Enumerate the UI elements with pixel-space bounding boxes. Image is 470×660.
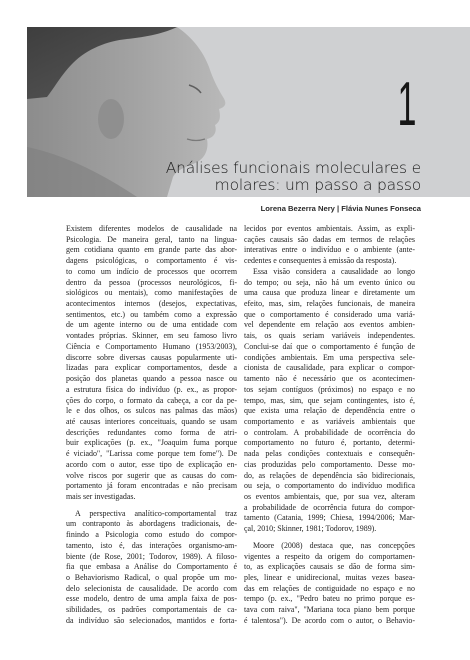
text-line: buir explicações (p. ex., "Joaquim fuma porque xyxy=(66,438,237,448)
text-line: comportamento no futuro é, portanto, determi- xyxy=(244,438,415,448)
text-line: biente (de Rose, 2001; Todorov, 1989). A filoso- xyxy=(66,551,237,561)
text-line: tempo (p. ex., "Pedro bateu no primo porque es- xyxy=(244,594,415,604)
text-line: ples, linear e unidirecional, muitas vezes basea- xyxy=(244,573,415,582)
text-line: sentimentos, etc.) ou também como a expressão xyxy=(66,309,237,319)
text-line: nada pelas condições contextuais e consequên- xyxy=(244,449,415,459)
text-line: portamento já foram encontradas e não precisam xyxy=(66,481,237,491)
text-line: até causas interiores conceituais, quando se usam xyxy=(66,416,237,426)
text-line: dentro da pessoa (processos neurológicos, fi- xyxy=(66,277,237,287)
text-line: o Behaviorismo Radical, o qual propõe um mo- xyxy=(66,573,237,582)
text-line: vigentes a respeito da origem do comportamen- xyxy=(244,551,415,561)
text-line: volve riscos por sugerir que as causas do com- xyxy=(66,470,237,480)
text-line: Existem diferentes modelos de causalidade na xyxy=(66,224,237,233)
text-line: to como um indício de processos que ocorrem xyxy=(66,266,237,276)
text-line: finindo a Psicologia como estudo do compor- xyxy=(66,530,237,540)
text-line: condições ambientais. Em uma perspectiva sele- xyxy=(244,352,415,362)
text-line: discorre sobre diversas causas popularmente uti- xyxy=(66,352,237,362)
text-line: cações causais são dadas em termos de relações xyxy=(244,234,415,244)
text-line: Conclui-se daí que o comportamento é função de xyxy=(244,341,415,351)
text-line: tamento, isto é, das interações organismo-am- xyxy=(66,540,237,550)
text-line: lizadas para explicar comportamentos, desde a xyxy=(66,363,237,373)
chapter-title-line-2: molares: um passo a passo xyxy=(214,176,421,194)
text-line: uma causa que produza linear e diretamente um xyxy=(244,288,415,298)
text-line: vontades próprias. Skinner, em seu famoso livro xyxy=(66,331,237,341)
text-line: que o comportamento é considerado uma variá- xyxy=(244,309,415,319)
chapter-title-line-1: Análises funcionais moleculares e xyxy=(165,159,421,177)
chapter-number: 1 xyxy=(397,70,416,139)
text-line: Ciência e Comportamento Humano (1953/2003), xyxy=(66,341,237,351)
text-line: tamento (Catania, 1999; Chiesa, 1994/2006; Mar- xyxy=(244,513,415,523)
text-line: delo selecionista de causalidade. De acordo com xyxy=(66,583,237,593)
text-line: acordo com o autor, esse tipo de explicação en- xyxy=(66,459,237,469)
text-line: interativas entre o indivíduo e o ambiente (ante- xyxy=(244,245,415,255)
text-line: tamento não é necessário que os acontecimen- xyxy=(244,374,415,384)
text-line: os eventos ambientais, que, por sua vez, alteram xyxy=(244,491,415,501)
text-line: da indivíduo são selecionados, mantidos e forta- xyxy=(66,615,237,625)
text-line: efeito, mas, sim, relações funcionais, de maneira xyxy=(244,299,415,309)
text-line: A perspectiva analítico-comportamental traz xyxy=(75,508,237,518)
text-line: dagens psicológicas, o comportamento é vis- xyxy=(66,256,237,266)
text-line: ou seja, o comportamento do indivíduo modifica xyxy=(244,481,415,491)
text-column-right xyxy=(244,224,415,627)
text-line: siológicos ou mentais), como manifestações de xyxy=(66,288,237,298)
text-line: descrições redundantes como forma de atri- xyxy=(66,427,237,437)
text-line: do tempo; ou seja, não há um evento único ou xyxy=(244,277,415,287)
text-line: mais ser investigadas. xyxy=(66,491,136,501)
text-line: cedentes e consequentes à emissão da resposta). xyxy=(244,256,397,266)
text-line: gem cotidiana quanto em grande parte das abor- xyxy=(66,245,237,255)
text-line: sibilidades, os padrões comportamentais de ca- xyxy=(66,605,237,615)
text-line: Essa visão considera a causalidade ao longo xyxy=(253,266,415,276)
text-line: de um agente interno ou de uma entidade com xyxy=(66,320,237,330)
text-line: tava com raiva", "Mariana toca piano bem porque xyxy=(244,605,415,615)
text-line: a probabilidade de ocorrência futura do compor- xyxy=(244,502,415,512)
text-line: cionista de causalidade, para explicar o compor- xyxy=(244,363,415,373)
text-line: vel dependente em relação aos eventos ambien- xyxy=(244,320,415,330)
chapter-title xyxy=(166,160,421,194)
text-line: comportamento e as variáveis ambientais que xyxy=(244,416,415,426)
text-line: é talentosa"). De acordo com o autor, o Behavio- xyxy=(244,615,415,625)
text-line: Psicologia. De maneira geral, tanto na lingua- xyxy=(66,234,237,244)
text-column-left xyxy=(66,224,237,627)
text-line: lecidos por eventos ambientais. Assim, as expli- xyxy=(244,224,415,233)
text-line: é viciado", "Larissa come porque tem fome"). De xyxy=(66,449,237,459)
text-line: Moore (2008) destaca que, nas concepções xyxy=(253,540,415,550)
text-line: çal, 2010; Skinner, 1981; Todorov, 1989). xyxy=(244,524,377,534)
text-line: posição dos planetas quando a pessoa nasce ou xyxy=(66,374,237,384)
text-line: esse modelo, dentro de uma ampla faixa de pos- xyxy=(66,594,237,604)
text-line: tempo, mas, sim, que sejam contingentes, isto é, xyxy=(244,395,415,405)
text-line: fia que embasa a Análise do Comportamento é xyxy=(66,562,237,572)
text-line: um contraponto às abordagens tradicionais, de- xyxy=(66,519,237,529)
text-line: acontecimentos internos (desejos, expectativas, xyxy=(66,299,237,309)
chapter-authors: Lorena Bezerra Nery | Flávia Nunes Fonseca xyxy=(260,204,421,213)
text-line: le e dos olhos, os sulcos nas palmas das mãos) xyxy=(66,406,237,416)
text-line: tais, os quais seriam variáveis independentes. xyxy=(244,331,415,341)
text-line: das em relações de contiguidade no espaço e no xyxy=(244,583,415,593)
text-line: o controlam. A probabilidade de ocorrência do xyxy=(244,427,415,437)
text-line: que exista uma relação de dependência entre o xyxy=(244,406,415,416)
text-line: ções do corpo, o formato da cabeça, a cor da pe- xyxy=(66,395,237,405)
text-line: to, as explicações causais se dão de forma sim- xyxy=(244,562,415,572)
text-line: tos sejam contíguos (próximos) no espaço e no xyxy=(244,384,415,394)
text-line: do, as relações de dependência são bidirecionais, xyxy=(244,470,415,480)
text-line: a estrutura física do indivíduo (p. ex., as propor- xyxy=(66,384,237,394)
chapter-header xyxy=(27,27,470,213)
text-line: cias produzidas pelo comportamento. Desse mo- xyxy=(244,459,415,469)
